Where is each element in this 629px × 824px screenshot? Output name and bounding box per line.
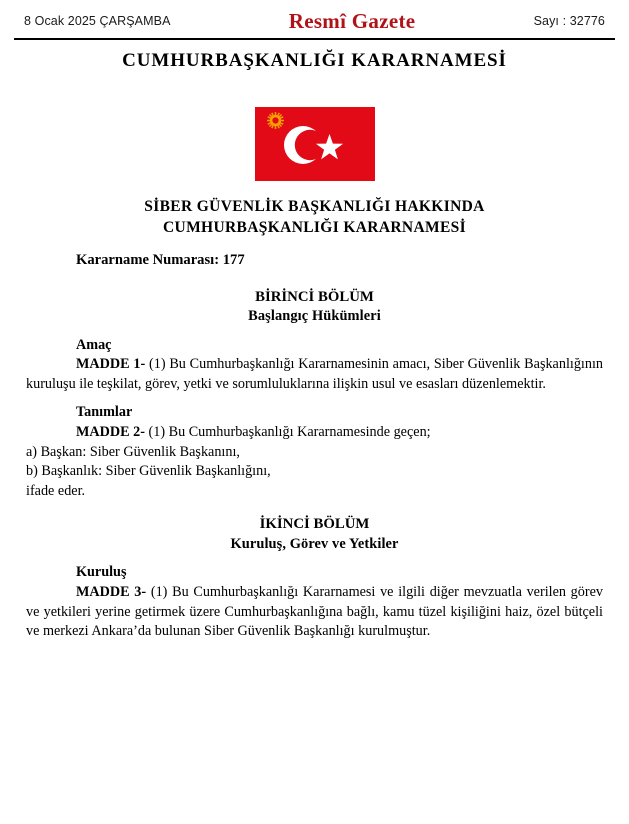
section-heading-2 — [26, 515, 603, 554]
sun-emblem-icon — [267, 112, 284, 129]
article-3-text: (1) Bu Cumhurbaşkanlığı Kararnamesi ve ilgili diğer mevzuatla verilen görev ve yetkileri yerine getirmek üzere Cumhurbaşkanlığına bağlı, kamu tüzel kişiliğini haiz, özel bütçeli ve merkezi Ankara’da bulunan Siber Güvenlik Başkanlığı kurulmuştur. — [26, 583, 603, 640]
article-3-title: Kuruluş — [76, 564, 127, 581]
document-body — [26, 251, 603, 642]
turkish-flag-icon — [255, 107, 375, 181]
section-2-subtitle: Kuruluş, Görev ve Yetkiler — [230, 535, 399, 552]
section-1-subtitle: Başlangıç Hükümleri — [248, 308, 381, 325]
article-2-closing: ifade eder. — [26, 482, 86, 499]
page-title: CUMHURBAŞKANLIĞI KARARNAMESİ — [122, 50, 507, 71]
article-3-marker: MADDE 3- — [76, 583, 147, 600]
decree-number — [26, 251, 603, 271]
article-1-marker: MADDE 1- — [76, 356, 146, 373]
issue-number: Sayı : 32776 — [533, 14, 605, 28]
article-2-item-a: a) Başkan: Siber Güvenlik Başkanını, — [26, 443, 240, 460]
section-heading-1 — [26, 288, 603, 327]
article-1-title: Amaç — [76, 336, 112, 353]
masthead — [14, 8, 615, 34]
article-2-marker: MADDE 2- — [76, 423, 145, 440]
decree-number-value: 177 — [222, 252, 245, 268]
document-title — [0, 196, 629, 238]
article-2-item-b: b) Başkanlık: Siber Güvenlik Başkanlığını, — [26, 463, 271, 480]
publication-date: 8 Ocak 2025 ÇARŞAMBA — [24, 14, 171, 28]
document-title-line-1: SİBER GÜVENLİK BAŞKANLIĞI HAKKINDA — [144, 198, 485, 215]
article-1-body — [26, 355, 603, 394]
header-divider — [14, 38, 615, 40]
article-2-body — [26, 423, 603, 443]
section-2-title: İKİNCİ BÖLÜM — [259, 516, 370, 533]
article-2-text: (1) Bu Cumhurbaşkanlığı Kararnamesinde geçen; — [148, 423, 431, 440]
article-3-body — [26, 583, 603, 642]
turkish-flag-emblem — [255, 107, 375, 181]
article-1-text: (1) Bu Cumhurbaşkanlığı Kararnamesinin amacı, Siber Güvenlik Başkanlığının kuruluşu ile teşkilat, görev, yetki ve sorumluluklarına ilişkin usul ve esasları düzenlemektir. — [26, 356, 603, 392]
document-title-line-2: CUMHURBAŞKANLIĞI KARARNAMESİ — [162, 219, 467, 236]
gazette-title: Resmî Gazete — [288, 8, 416, 33]
section-1-title: BİRİNCİ BÖLÜM — [255, 288, 374, 305]
decree-number-label: Kararname Numarası: — [76, 252, 220, 268]
article-2-title: Tanımlar — [76, 404, 133, 421]
